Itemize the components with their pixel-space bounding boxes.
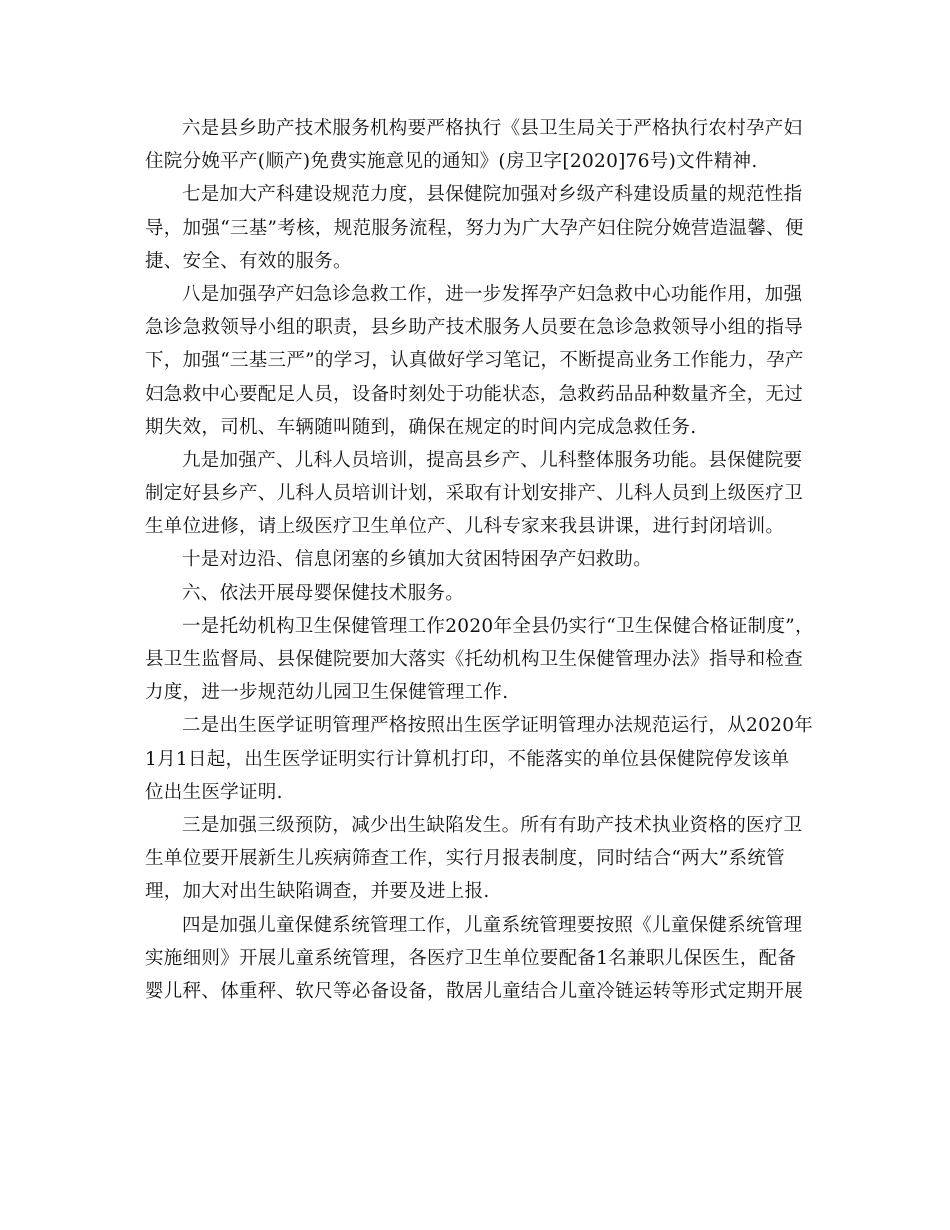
- text-line: 实施细则》开展儿童系统管理，各医疗卫生单位要配备1名兼职儿保医生，配备: [145, 947, 797, 969]
- text-line: 九是加强产、儿科人员培训，提高县乡产、儿科整体服务功能。县保健院要: [182, 449, 803, 471]
- text-line: 期失效，司机、车辆随叫随到，确保在规定的时间内完成急救任务.: [145, 416, 697, 438]
- paragraph-10: [145, 909, 805, 1009]
- text-line: 六是县乡助产技术服务机构要严格执行《县卫生局关于严格执行农村孕产妇: [182, 118, 803, 139]
- paragraph-5: [145, 543, 805, 576]
- text-line: 理，加大对出生缺陷调查，并要及进上报.: [145, 881, 490, 903]
- paragraph-1: [145, 112, 805, 178]
- text-line: 十是对边沿、信息闭塞的乡镇加大贫困特困孕产妇救助。: [182, 549, 653, 571]
- text-line: 1月1日起，出生医学证明实行计算机打印，不能落实的单位县保健院停发该单: [145, 748, 790, 770]
- paragraph-3: [145, 278, 805, 444]
- section-heading: [145, 577, 805, 610]
- text-line: 八是加强孕产妇急诊急救工作，进一步发挥孕产妇急救中心功能作用，加强: [182, 283, 803, 305]
- paragraph-8: [145, 709, 814, 809]
- text-line: 生单位要开展新生儿疾病筛查工作，实行月报表制度，同时结合“两大”系统管: [145, 848, 785, 870]
- paragraph-7: [145, 610, 814, 710]
- text-line: 一是托幼机构卫生保健管理工作2020年全县仍实行“卫生保健合格证制度”，: [182, 615, 814, 637]
- text-line: 七是加大产科建设规范力度，县保健院加强对乡级产科建设质量的规范性指: [182, 184, 803, 206]
- text-line: 制定好县乡产、儿科人员培训计划，采取有计划安排产、儿科人员到上级医疗卫: [145, 483, 804, 505]
- text-line: 下，加强“三基三严”的学习，认真做好学习笔记，不断提高业务工作能力，孕产: [145, 350, 804, 372]
- text-line: 急诊急救领导小组的职责，县乡助产技术服务人员要在急诊急救领导小组的指导: [145, 317, 804, 339]
- document-body: [145, 112, 814, 1008]
- text-line: 三是加强三级预防，减少出生缺陷发生。所有有助产技术执业资格的医疗卫: [182, 814, 803, 836]
- paragraph-4: [145, 444, 805, 544]
- paragraph-9: [145, 809, 805, 909]
- text-line: 六、依法开展母婴保健技术服务。: [182, 582, 465, 604]
- text-line: 位出生医学证明.: [145, 781, 283, 803]
- text-line: 力度，进一步规范幼儿园卫生保健管理工作.: [145, 682, 509, 704]
- text-line: 捷、安全、有效的服务。: [145, 250, 352, 272]
- text-line: 县卫生监督局、县保健院要加大落实《托幼机构卫生保健管理办法》指导和检查: [145, 649, 804, 670]
- paragraph-2: [145, 178, 805, 278]
- text-line: 妇急救中心要配足人员，设备时刻处于功能状态，急救药品品种数量齐全，无过: [145, 383, 804, 405]
- text-line: 生单位进修，请上级医疗卫生单位产、儿科专家来我县讲课，进行封闭培训。: [145, 516, 785, 538]
- text-line: 婴儿秤、体重秤、软尺等必备设备，散居儿童结合儿童冷链运转等形式定期开展: [145, 980, 804, 1002]
- text-line: 四是加强儿童保健系统管理工作，儿童系统管理要按照《儿童保健系统管理: [182, 914, 803, 936]
- text-line: 二是出生医学证明管理严格按照出生医学证明管理办法规范运行，从2020年: [182, 715, 814, 737]
- text-line: 住院分娩平产(顺产)免费实施意见的通知》(房卫字[2020]76号)文件精神.: [145, 151, 758, 173]
- text-line: 导，加强“三基”考核，规范服务流程，努力为广大孕产妇住院分娩营造温馨、便: [145, 217, 804, 239]
